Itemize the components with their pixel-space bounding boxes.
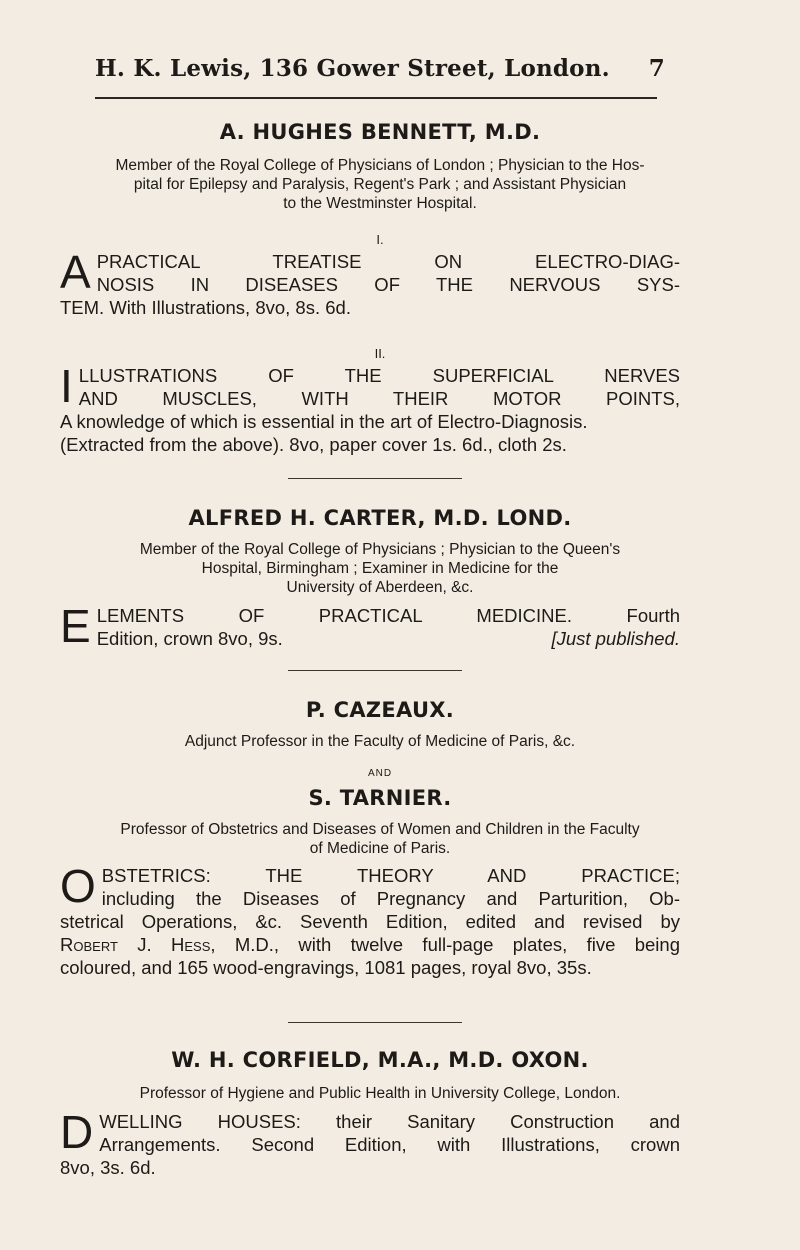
- entry-line: including the Diseases of Pregnancy and Parturition, Ob-: [101, 888, 680, 909]
- entry-line: A knowledge of which is essential in the art of Electro-Diagnosis.: [60, 411, 588, 432]
- entry-line: WELLING HOUSES: their Sanitary Construction and: [99, 1111, 680, 1132]
- entry-line: PRACTICAL TREATISE ON ELECTRO-DIAG-: [96, 251, 680, 272]
- tarnier-affiliation: [60, 820, 700, 858]
- running-head: [95, 55, 665, 82]
- editor-name: Robert J. Hess,: [60, 934, 216, 955]
- entry-line: BSTETRICS: THE THEORY AND PRACTICE;: [101, 865, 680, 886]
- entry-line: stetrical Operations, &c. Seventh Edition, edited and revised by: [60, 911, 680, 932]
- book-practical-medicine: [60, 600, 680, 652]
- section-divider: [288, 670, 462, 671]
- affil-line: Member of the Royal College of Physicians ; Physician to the Queen's: [139, 541, 621, 558]
- edition-text: Edition, crown 8vo, 9s.: [96, 628, 283, 649]
- affil-line: University of Aberdeen, &c.: [286, 579, 474, 596]
- editor-rest: M.D., with twelve full-page plates, five being: [215, 934, 680, 955]
- entry-line: LEMENTS OF PRACTICAL MEDICINE. Fourth: [96, 605, 680, 626]
- author-corfield: W. H. CORFIELD, M.A., M.D. OXON.: [171, 1048, 589, 1072]
- entry-line: NOSIS IN DISEASES OF THE NERVOUS SYS-: [96, 274, 680, 295]
- publisher-address: H. K. Lewis, 136 Gower Street, London.: [95, 55, 610, 82]
- entry-line: 8vo, 3s. 6d.: [60, 1157, 156, 1178]
- section-divider: [288, 478, 462, 479]
- cazeaux-affiliation: Adjunct Professor in the Faculty of Medicine of Paris, &c.: [184, 733, 576, 750]
- book-dwelling-houses: [60, 1106, 680, 1179]
- entry-line: Arrangements. Second Edition, with Illustrations, crown: [99, 1134, 680, 1155]
- page-number: 7: [648, 55, 665, 82]
- entry-line: LLUSTRATIONS OF THE SUPERFICIAL NERVES: [78, 365, 680, 386]
- affil-line: Member of the Royal College of Physicians of London ; Physician to the Hos-: [115, 157, 645, 174]
- book-superficial-nerves: [60, 360, 680, 456]
- book-electro-diagnosis: [60, 246, 680, 319]
- header-rule: [95, 97, 657, 99]
- drop-cap: O: [60, 860, 96, 912]
- carter-affiliation: [60, 540, 700, 597]
- affil-line: to the Westminster Hospital.: [283, 195, 477, 212]
- drop-cap: D: [60, 1106, 94, 1158]
- entry-line: AND MUSCLES, WITH THEIR MOTOR POINTS,: [78, 388, 680, 409]
- author-carter: ALFRED H. CARTER, M.D. LOND.: [188, 506, 572, 530]
- corfield-affiliation: Professor of Hygiene and Public Health in University College, London.: [139, 1085, 621, 1102]
- section-divider: [288, 1022, 462, 1023]
- author-bennett: A. HUGHES BENNETT, M.D.: [219, 120, 541, 144]
- entry-line: TEM. With Illustrations, 8vo, 8s. 6d.: [60, 297, 351, 318]
- book-obstetrics: [60, 860, 680, 979]
- drop-cap: E: [60, 600, 91, 652]
- entry-line: (Extracted from the above). 8vo, paper cover 1s. 6d., cloth 2s.: [60, 434, 567, 455]
- work-numeral-1: I.: [376, 232, 384, 247]
- author-cazeaux: P. CAZEAUX.: [305, 698, 455, 722]
- drop-cap: I: [60, 360, 73, 412]
- entry-line: [97, 627, 680, 650]
- drop-cap: A: [60, 246, 91, 298]
- affil-line: Professor of Obstetrics and Diseases of Women and Children in the Faculty: [120, 821, 640, 838]
- author-tarnier: S. TARNIER.: [308, 786, 452, 810]
- and-separator: AND: [367, 768, 393, 779]
- affil-line: Hospital, Birmingham ; Examiner in Medicine for the: [201, 560, 559, 577]
- affil-line: of Medicine of Paris.: [309, 840, 451, 857]
- entry-line: coloured, and 165 wood-engravings, 1081 pages, royal 8vo, 35s.: [60, 957, 592, 978]
- work-numeral-2: II.: [374, 346, 386, 361]
- affil-line: pital for Epilepsy and Paralysis, Regent's Park ; and Assistant Physician: [133, 176, 627, 193]
- entry-line: [60, 933, 680, 956]
- bennett-affiliation: [60, 156, 700, 213]
- just-published-note: [Just published.: [551, 628, 680, 649]
